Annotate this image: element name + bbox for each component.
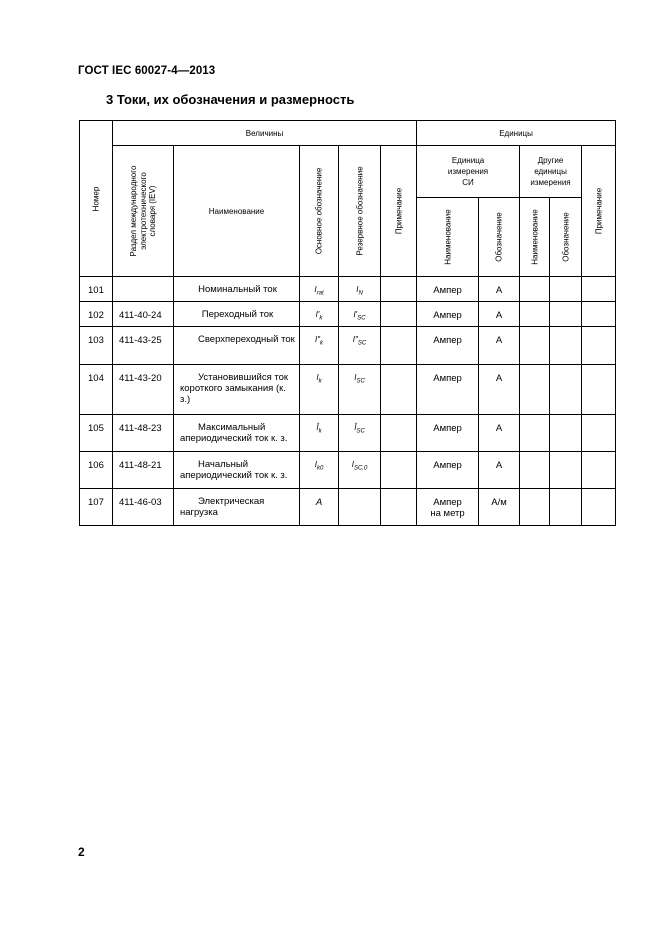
row-name: Установившийся ток короткого замыкания (к. з.) (174, 365, 300, 415)
row-main-symbol: $I_{k0}$ (300, 452, 339, 489)
row-units-note (582, 365, 616, 415)
row-name: Начальный апериодический ток к. з. (174, 452, 300, 489)
row-unit-symbol: А (479, 365, 520, 415)
row-name: Переходный ток (174, 302, 300, 327)
row-reserve-symbol: $I'_{SC}$ (339, 302, 381, 327)
row-main-symbol: $I_k$ (300, 365, 339, 415)
currents-table (79, 120, 616, 526)
table-row (80, 365, 616, 415)
header-si-unit: Единица измерения СИ (417, 146, 520, 198)
row-unit-name: Ампер (417, 302, 479, 327)
row-units-note (582, 452, 616, 489)
row-other-name (520, 489, 550, 526)
row-name: Электрическая нагрузка (174, 489, 300, 526)
row-iev: 411-40-24 (113, 302, 174, 327)
header-main-symbol: Основное обозначение (300, 146, 339, 277)
row-iev: 411-43-20 (113, 365, 174, 415)
row-unit-symbol: А (479, 452, 520, 489)
header-other-units: Другие единицы измерения (520, 146, 582, 198)
row-note (381, 415, 417, 452)
row-other-name (520, 452, 550, 489)
row-number: 102 (80, 302, 113, 327)
row-reserve-symbol: $I_N$ (339, 277, 381, 302)
table-row (80, 277, 616, 302)
header-si-name: Наименование (417, 198, 479, 277)
row-other-symbol (550, 415, 582, 452)
row-number: 106 (80, 452, 113, 489)
table-row (80, 489, 616, 526)
header-other-symbol: Обозначение (550, 198, 582, 277)
row-unit-name: Ампер (417, 277, 479, 302)
row-reserve-symbol: $I_{SC}$ (339, 365, 381, 415)
row-other-symbol (550, 452, 582, 489)
header-iev-section: Раздел международного электротехнического словаря (IEV) (113, 146, 174, 277)
row-other-symbol (550, 327, 582, 365)
row-unit-name: Ампер на метр (417, 489, 479, 526)
table-row (80, 415, 616, 452)
row-main-symbol: $I'_k$ (300, 302, 339, 327)
row-other-name (520, 327, 550, 365)
row-note (381, 452, 417, 489)
row-name: Сверхпереходный ток (174, 327, 300, 365)
row-iev: 411-48-23 (113, 415, 174, 452)
row-unit-name: Ампер (417, 452, 479, 489)
row-unit-name: Ампер (417, 415, 479, 452)
row-note (381, 489, 417, 526)
row-note (381, 302, 417, 327)
row-note (381, 277, 417, 302)
header-reserve-symbol: Резервное обозначение (339, 146, 381, 277)
header-units-note: Примечание (582, 146, 616, 277)
row-main-symbol: $I_{rat}$ (300, 277, 339, 302)
row-main-symbol: $Î_k$ (300, 415, 339, 452)
row-iev: 411-48-21 (113, 452, 174, 489)
header-units-group: Единицы (417, 121, 616, 146)
row-unit-symbol: А (479, 277, 520, 302)
row-other-symbol (550, 302, 582, 327)
row-unit-symbol: А/м (479, 489, 520, 526)
table-row (80, 452, 616, 489)
header-quantities-group: Величины (113, 121, 417, 146)
row-note (381, 327, 417, 365)
row-number: 107 (80, 489, 113, 526)
row-units-note (582, 327, 616, 365)
row-other-name (520, 415, 550, 452)
row-other-name (520, 302, 550, 327)
row-units-note (582, 277, 616, 302)
row-reserve-symbol (339, 489, 381, 526)
section-title: 3 Токи, их обозначения и размерность (106, 92, 355, 107)
table-row (80, 327, 616, 365)
row-unit-name: Ампер (417, 365, 479, 415)
row-unit-symbol: А (479, 302, 520, 327)
document-header: ГОСТ IEC 60027-4—2013 (78, 65, 216, 77)
page-number: 2 (78, 845, 85, 859)
header-si-symbol: Обозначение (479, 198, 520, 277)
row-other-symbol (550, 365, 582, 415)
row-note (381, 365, 417, 415)
row-reserve-symbol: $I_{SC,0}$ (339, 452, 381, 489)
row-main-symbol: $I''_k$ (300, 327, 339, 365)
row-unit-symbol: А (479, 415, 520, 452)
row-number: 105 (80, 415, 113, 452)
row-main-symbol: A (300, 489, 339, 526)
header-name: Наименование (174, 146, 300, 277)
row-unit-name: Ампер (417, 327, 479, 365)
row-name: Максимальный апериодический ток к. з. (174, 415, 300, 452)
row-other-name (520, 277, 550, 302)
row-other-name (520, 365, 550, 415)
table-row (80, 302, 616, 327)
row-number: 103 (80, 327, 113, 365)
row-units-note (582, 302, 616, 327)
row-reserve-symbol: $Î_{SC}$ (339, 415, 381, 452)
row-other-symbol (550, 489, 582, 526)
row-other-symbol (550, 277, 582, 302)
header-note: Примечание (381, 146, 417, 277)
row-name: Номинальный ток (174, 277, 300, 302)
row-number: 101 (80, 277, 113, 302)
header-other-name: Наименование (520, 198, 550, 277)
row-units-note (582, 415, 616, 452)
row-number: 104 (80, 365, 113, 415)
row-iev (113, 277, 174, 302)
header-number: Номер (80, 121, 113, 277)
row-reserve-symbol: $I''_{SC}$ (339, 327, 381, 365)
row-units-note (582, 489, 616, 526)
row-iev: 411-43-25 (113, 327, 174, 365)
row-iev: 411-46-03 (113, 489, 174, 526)
row-unit-symbol: А (479, 327, 520, 365)
